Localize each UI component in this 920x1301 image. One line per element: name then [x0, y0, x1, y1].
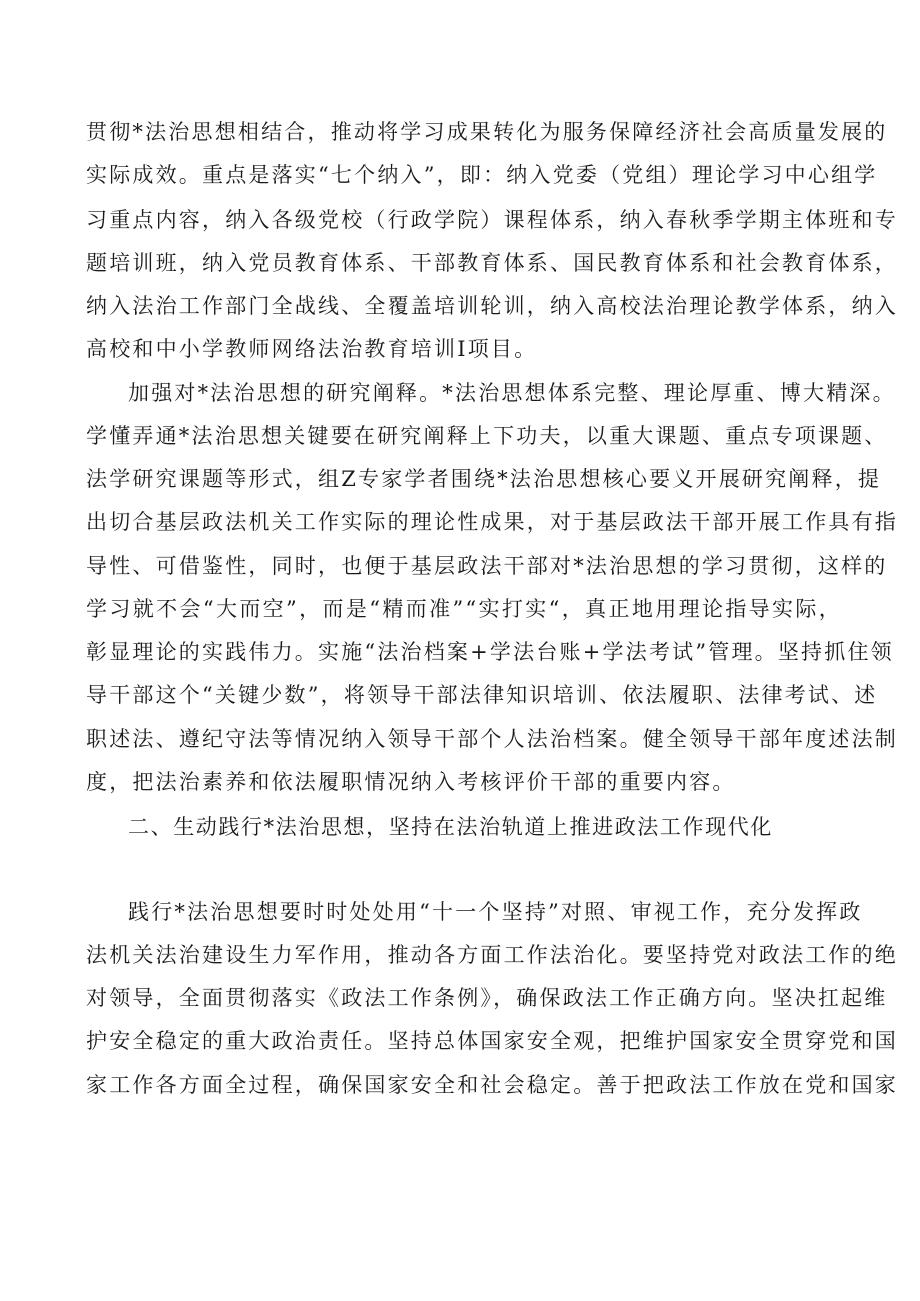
text-line: 护安全稳定的重大政治责任。坚持总体国家安全观，把维护国家安全贯穿党和国 — [86, 1029, 898, 1053]
text-line: 度，把法治素养和依法履职情况纳入考核评价干部的重要内容。 — [86, 770, 736, 794]
text-line: 法学研究课题等形式，组Z专家学者围绕*法治思想核心要义开展研究阐释，提 — [86, 467, 882, 491]
text-line: 对领导，全面贯彻落实《政法工作条例》，确保政法工作正确方向。坚决扛起维 — [86, 986, 888, 1010]
text-line: 法机关法治建设生力军作用，推动各方面工作法治化。要坚持党对政法工作的绝 — [86, 943, 898, 967]
text-line: 导性、可借鉴性，同时，也便于基层政法干部对*法治思想的学习贯彻，这样的 — [86, 554, 888, 578]
text-line: 家工作各方面全过程，确保国家安全和社会稳定。善于把政法工作放在党和国家 — [86, 1073, 898, 1097]
text-line: 贯彻*法治思想相结合，推动将学习成果转化为服务保障经济社会高质量发展的 — [86, 120, 888, 144]
text-line: 学习就不会“大而空”，而是“精而准”“实打实“，真正地用理论指导实际， — [86, 597, 842, 621]
text-line: 导干部这个“关键少数”，将领导干部法律知识培训、依法履职、法律考试、述 — [86, 683, 878, 707]
text-line: 习重点内容，纳入各级党校（行政学院）课程体系，纳入春秋季学期主体班和专 — [86, 208, 898, 232]
section-heading: 二、生动践行*法治思想，坚持在法治轨道上推进政法工作现代化 — [128, 815, 773, 839]
text-line: 彰显理论的实践伟力。实施“法治档案+学法台账+学法考试”管理。坚持抓住领 — [86, 640, 894, 664]
text-line: 实际成效。重点是落实“七个纳入”，即：纳入党委（党组）理论学习中心组学 — [86, 163, 878, 187]
text-line: 纳入法治工作部门全战线、全覆盖培训轮训，纳入高校法治理论教学体系，纳入 — [86, 294, 898, 318]
text-line: 题培训班，纳入党员教育体系、干部教育体系、国民教育体系和社会教育体系， — [86, 251, 898, 275]
text-line: 学懂弄通*法治思想关键要在研究阐释上下功夫，以重大课题、重点专项课题、 — [86, 424, 888, 448]
text-line: 高校和中小学教师网络法治教育培训I项目。 — [86, 337, 538, 361]
text-line: 出切合基层政法机关工作实际的理论性成果，对于基层政法干部开展工作具有指 — [86, 510, 898, 534]
text-line: 职述法、遵纪守法等情况纳入领导干部个人法治档案。健全领导干部年度述法制 — [86, 727, 898, 751]
text-line: 加强对*法治思想的研究阐释。*法治思想体系完整、理论厚重、博大精深。 — [128, 381, 896, 405]
text-line: 践行*法治思想要时时处处用“十一个坚持”对照、审视工作，充分发挥政 — [128, 900, 863, 924]
